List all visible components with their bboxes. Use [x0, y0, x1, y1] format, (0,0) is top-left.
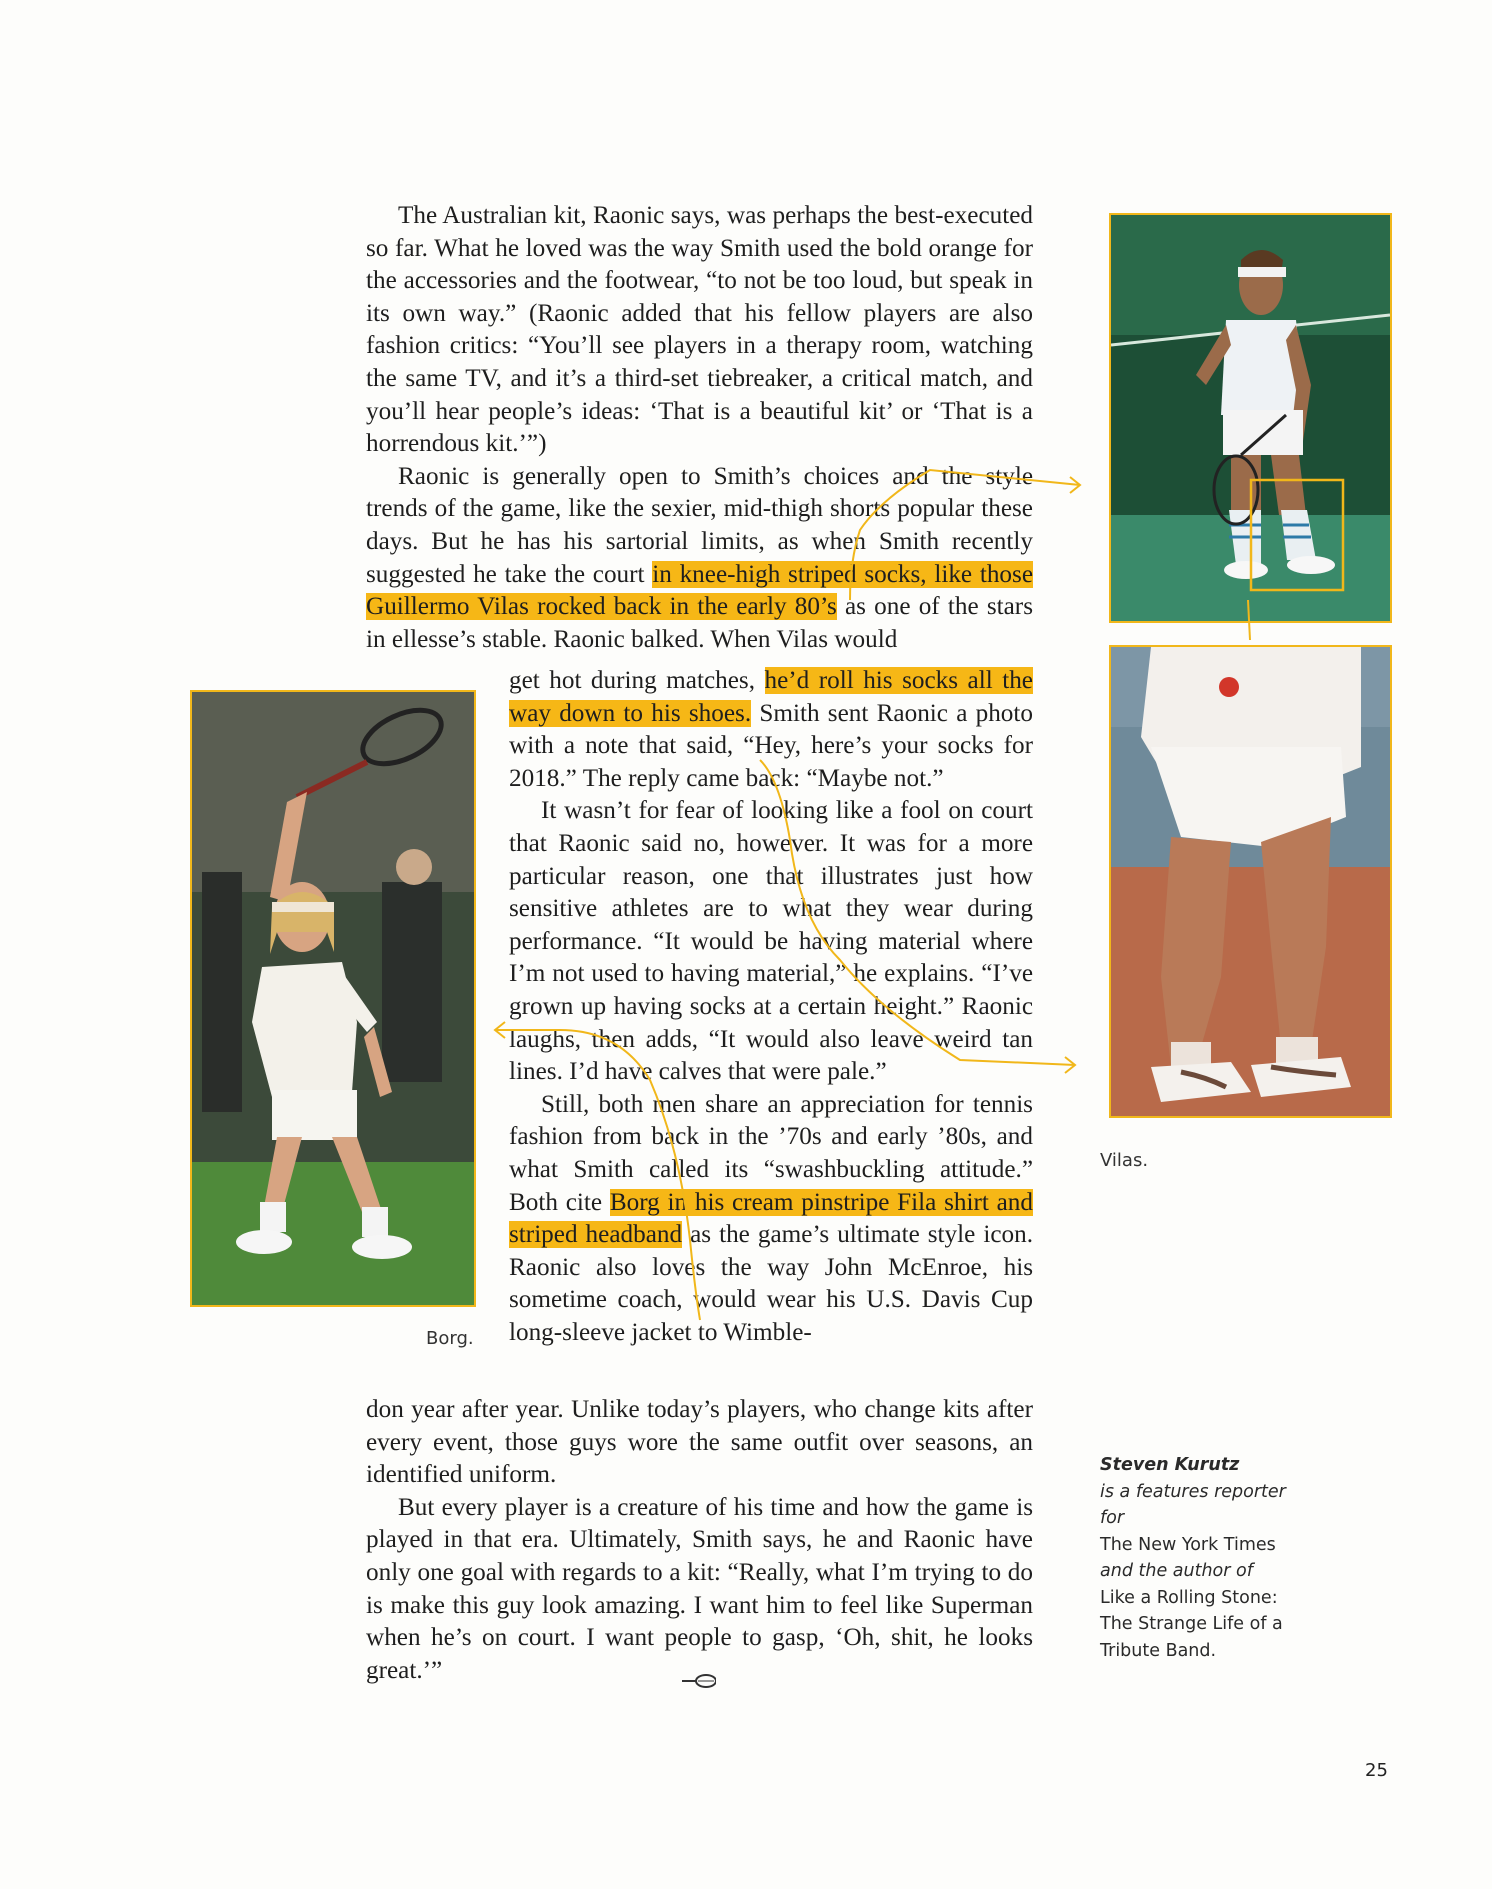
page-number: 25	[1365, 1760, 1388, 1781]
text-run: It wasn’t for fear of looking like a fool on court that Raonic said no, however. It was for a more particular reason, one that illustrates just how sensitive athletes are to what they wear during performance. “It would be having material where I’m not used to having material,” he explains. “I’ve grown up having socks at a certain height.” Raonic laughs, then adds, “It would also leave weird tan lines. I’d have calves that were pale.”	[509, 797, 1033, 1086]
text-run: The Australian kit, Raonic says, was perhaps the best-executed so far. What he loved was the way Smith used the bold orange for the accessories and the footwear, “to not be too loud, but speak in its own way.” (Raonic added that his fellow players are also fashion critics: “You’ll see players in a therapy room, watching the same TV, and it’s a third-set tiebreaker, a critical match, and you’ll hear people’s ideas: ‘That is a beautiful kit’ or ‘That is a horrendous kit.’”)	[366, 202, 1033, 458]
paragraph	[366, 200, 1033, 461]
paragraph	[366, 461, 1033, 657]
highlighted-text: in knee-high striped socks, like those Guillermo Vilas rocked back in the early 80’s	[366, 560, 1033, 621]
paragraph	[366, 1394, 1033, 1492]
caption-vilas: Vilas.	[1100, 1150, 1149, 1171]
author-publication: The New York Times	[1100, 1534, 1276, 1555]
article-column-3	[366, 1394, 1033, 1687]
text-run: don year after year. Unlike today’s players, who change kits after every event, those guys wore the same outfit over seasons, an identified uniform.	[366, 1396, 1033, 1489]
paragraph	[509, 665, 1033, 795]
highlighted-text: he’d roll his socks all the way down to his shoes.	[509, 667, 1033, 727]
text-run: Raonic is generally open to Smith’s choices and the style trends of the game, like the sexier, mid-thigh shorts popular these days. But he has his sartorial limits, as when Smith recently suggested he take the court	[366, 462, 1033, 588]
borg-photo	[190, 690, 476, 1307]
author-book: Like a Rolling Stone: The Strange Life of a Tribute Band.	[1100, 1587, 1283, 1661]
article-column-1	[366, 200, 1033, 656]
text-run: as the game’s ultimate style icon. Raonic also loves the way John McEnroe, his sometime coach, would wear his U.S. Davis Cup long-sleeve jacket to Wimble-	[509, 1221, 1033, 1346]
caption-borg: Borg.	[426, 1328, 474, 1349]
text-run: But every player is a creature of his time and how the game is played in that era. Ultimately, Smith says, he and Raonic have only one goal with regards to a kit: “Really, what I’m trying to do is make this guy look amazing. I want him to feel like Superman when he’s on court. I want people to gasp, ‘Oh, shit, he looks great.’”	[366, 1493, 1033, 1684]
highlighted-text: Borg in his cream pinstripe Fila shirt and striped headband	[509, 1188, 1033, 1249]
end-mark-icon	[682, 1674, 716, 1688]
text-run: Smith sent Raonic a photo with a note that said, “Hey, here’s your socks for 2018.” The reply came back: “Maybe not.”	[509, 699, 1033, 792]
author-name: Steven Kurutz	[1100, 1455, 1240, 1475]
author-bio-line1: is a features reporter for	[1100, 1481, 1286, 1528]
text-run: Still, both men share an appreciation for tennis fashion from back in the ’70s and early ’80s, and what Smith called its “swashbuckling attitude.” Both cite	[509, 1090, 1033, 1216]
vilas-photo-top	[1109, 213, 1392, 623]
article-column-2	[509, 665, 1033, 1349]
text-run: as one of the stars in ellesse’s stable. Raonic balked. When Vilas would	[366, 593, 1033, 653]
paragraph	[509, 1089, 1033, 1350]
author-bio-line2: and the author of	[1100, 1561, 1253, 1581]
text-run: get hot during matches,	[509, 667, 765, 694]
author-bio	[1100, 1452, 1300, 1664]
paragraph	[509, 795, 1033, 1088]
vilas-photo-bottom	[1109, 645, 1392, 1118]
paragraph	[366, 1492, 1033, 1688]
